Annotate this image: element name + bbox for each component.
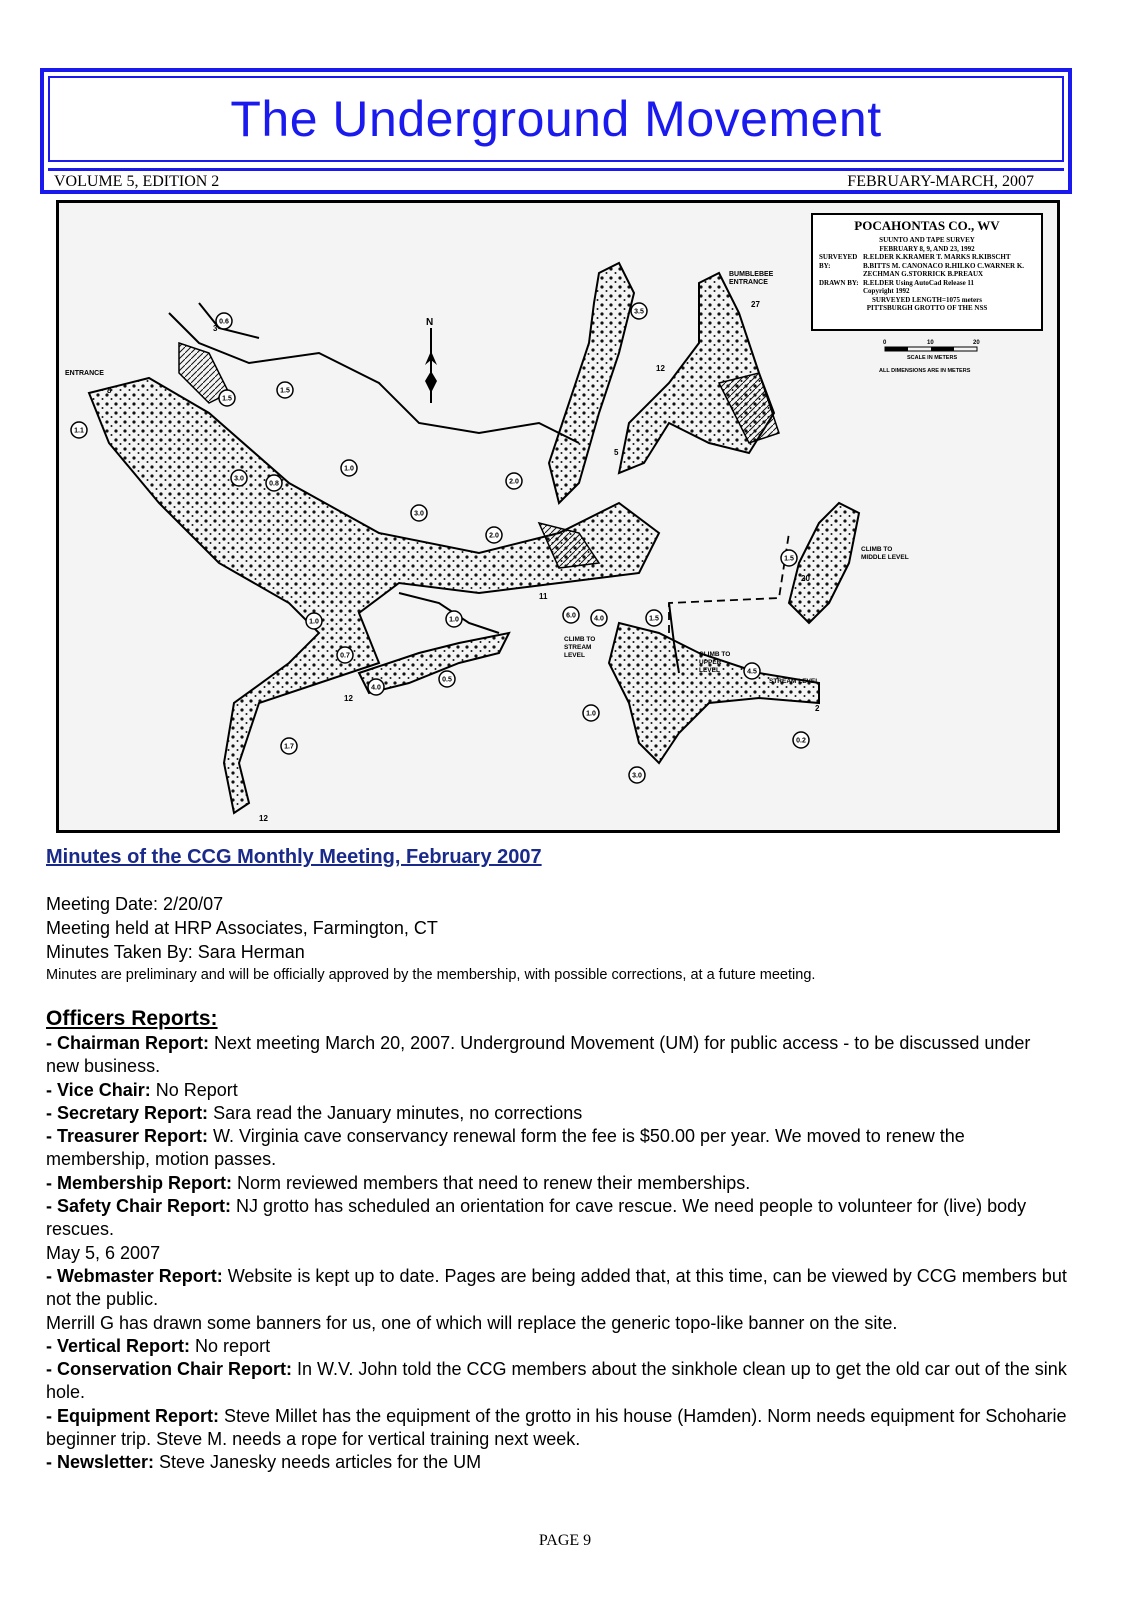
legend-length: SURVEYED LENGTH=1075 meters (872, 295, 982, 304)
height-marker-label: 4.0 (371, 684, 381, 692)
height-marker-label: 1.5 (280, 387, 290, 395)
vice-chair-label: - Vice Chair: (46, 1079, 151, 1100)
webmaster-label: - Webmaster Report: (46, 1265, 223, 1286)
webmaster-text: Website is kept up to date. Pages are being added that, at this time, can be viewed by CCG members but not the public. (46, 1265, 1067, 1310)
title-box (48, 76, 1064, 162)
equipment-text: Steve Millet has the equipment of the grotto in his house (Hamden). Norm needs equipment for Schoharie beginner trip. Steve M. needs a rope for vertical training next week. (46, 1405, 1067, 1450)
legend-survey-type: SUUNTO AND TAPE SURVEY (879, 236, 975, 244)
height-marker (368, 679, 384, 695)
newsletter-label: - Newsletter: (46, 1452, 155, 1473)
height-marker-label: 4.5 (747, 668, 757, 676)
legend-copyright: Copyright 1992 (863, 287, 910, 295)
height-marker (216, 313, 232, 329)
height-marker-label: 2.0 (489, 532, 499, 540)
bumblebee-label: BUMBLEBEE (729, 271, 774, 278)
legend-copyright-row (819, 287, 1035, 296)
membership-label: - Membership Report: (46, 1172, 233, 1193)
safety-report (46, 1195, 1068, 1242)
equipment-label: - Equipment Report: (46, 1405, 219, 1426)
height-marker (446, 611, 462, 627)
vice-chair-text: No Report (150, 1079, 238, 1100)
membership-text: Norm reviewed members that need to renew their memberships. (232, 1172, 751, 1193)
height-marker (306, 613, 322, 629)
height-marker-label: 3.0 (414, 510, 424, 518)
officers-reports (46, 1032, 1068, 1475)
north-label: N (426, 317, 434, 328)
station-number: 8 (107, 386, 112, 395)
climb-stream-label-2: STREAM (564, 644, 592, 651)
height-marker-label: 1.5 (649, 615, 659, 623)
scale-tick-20: 20 (973, 340, 980, 346)
climb-upper-label: CLIMB TO (699, 651, 731, 658)
legend-drawn-by-label: DRAWN BY: (819, 278, 859, 287)
height-marker-label: 3.0 (234, 475, 244, 483)
station-number: 12 (344, 694, 353, 703)
height-marker (793, 732, 809, 748)
minutes-title: Minutes of the CCG Monthly Meeting, February 2007 (46, 846, 542, 868)
minutes-taken-by: Minutes Taken By: Sara Herman (46, 942, 305, 962)
climb-stream-label-3: LEVEL (564, 652, 585, 659)
climb-upper-label-2: UPPER (699, 659, 722, 666)
secretary-report (46, 1102, 1068, 1125)
webmaster-note: Merrill G has drawn some banners for us, one of which will replace the generic topo-like banner on the site. (46, 1312, 898, 1333)
meeting-date: Meeting Date: 2/20/07 (46, 894, 224, 914)
climb-middle-label-2: MIDDLE LEVEL (861, 554, 909, 561)
height-marker (439, 671, 455, 687)
entrance-label: ENTRANCE (65, 370, 104, 377)
height-marker-label: 0.7 (340, 652, 350, 660)
safety-date: May 5, 6 2007 (46, 1242, 161, 1263)
station-number: 12 (656, 364, 665, 373)
height-marker-label: 4.0 (594, 615, 604, 623)
dimensions-note: ALL DIMENSIONS ARE IN METERS (879, 368, 971, 374)
height-marker (71, 422, 87, 438)
station-number: 3 (213, 324, 218, 333)
legend-surveyors: R.ELDER K.KRAMER T. MARKS R.KIBSCHT B.BITTS M. CANONACO R.HILKO C.WARNER K. ZECHMAN G.STORRICK B.PREAUX (863, 253, 1025, 278)
preliminary-note: Minutes are preliminary and will be officially approved by the membership, with possible corrections, at a future meeting. (46, 967, 816, 983)
vertical-report (46, 1335, 1068, 1358)
volume-edition: VOLUME 5, EDITION 2 (54, 173, 220, 190)
scale-label: SCALE IN METERS (907, 355, 958, 361)
page-number: PAGE 9 (538, 1532, 592, 1549)
legend-surveyed-by-label: SURVEYED BY: (819, 253, 858, 270)
masthead (40, 68, 1072, 194)
height-marker (583, 705, 599, 721)
height-marker-label: 1.0 (344, 465, 354, 473)
meeting-meta (46, 892, 1076, 986)
height-marker (486, 527, 502, 543)
chairman-report (46, 1032, 1068, 1079)
height-marker-label: 3.0 (632, 772, 642, 780)
north-arrow (425, 317, 437, 403)
height-marker (744, 663, 760, 679)
conservation-label: - Conservation Chair Report: (46, 1359, 293, 1380)
legend-drawn-row (819, 279, 1035, 288)
legend-survey-dates: FEBRUARY 8, 9, AND 23, 1992 (879, 244, 975, 253)
secretary-label: - Secretary Report: (46, 1102, 209, 1123)
chairman-text: Next meeting March 20, 2007. Underground Movement (UM) for public access - to be discussed under new business. (46, 1033, 1031, 1077)
vertical-text: No report (190, 1335, 271, 1356)
height-marker-label: 0.2 (796, 737, 806, 745)
vice-chair-report (46, 1079, 1068, 1102)
station-number: 11 (539, 592, 548, 601)
webmaster-report (46, 1265, 1068, 1312)
height-marker (266, 475, 282, 491)
height-marker (231, 470, 247, 486)
height-marker-label: 0.6 (219, 318, 229, 326)
height-marker (337, 647, 353, 663)
issue-date: FEBRUARY-MARCH, 2007 (847, 173, 1034, 190)
legend-surveyors-row (819, 253, 1035, 279)
height-marker-label: 1.5 (784, 555, 794, 563)
officers-heading: Officers Reports: (46, 1007, 218, 1030)
height-marker (277, 382, 293, 398)
height-marker (591, 610, 607, 626)
height-marker (563, 607, 579, 623)
membership-report (46, 1172, 1068, 1195)
height-marker (506, 473, 522, 489)
scale-tick-10: 10 (927, 340, 934, 346)
height-marker (341, 460, 357, 476)
treasurer-text: W. Virginia cave conservancy renewal form the fee is $50.00 per year. We moved to renew the membership, motion passes. (46, 1126, 965, 1170)
vertical-label: - Vertical Report: (46, 1335, 191, 1356)
height-marker (631, 303, 647, 319)
height-marker (411, 505, 427, 521)
height-marker (281, 738, 297, 754)
climb-stream-label: CLIMB TO (564, 636, 596, 643)
conservation-report (46, 1358, 1068, 1405)
conservation-text: In W.V. John told the CCG members about the sinkhole clean up to get the old car out of the sink hole. (46, 1359, 1067, 1403)
secretary-text: Sara read the January minutes, no corrections (208, 1102, 583, 1123)
height-marker-label: 1.0 (309, 618, 319, 626)
height-marker-label: 1.7 (284, 743, 294, 751)
safety-text: NJ grotto has scheduled an orientation for cave rescue. We need people to volunteer for (live) body rescues. (46, 1196, 1027, 1240)
height-marker-label: 2.0 (509, 478, 519, 486)
height-marker (781, 550, 797, 566)
safety-label: - Safety Chair Report: (46, 1196, 232, 1217)
volume-line (48, 168, 1064, 193)
station-number: 27 (751, 300, 760, 309)
height-marker (629, 767, 645, 783)
climb-middle-label: CLIMB TO (861, 546, 893, 553)
legend-spacer (819, 287, 863, 296)
height-marker-label: 1.0 (586, 710, 596, 718)
stream-level-label: STREAM LEVEL (769, 678, 820, 685)
scale-bar (879, 336, 1019, 378)
meeting-location: Meeting held at HRP Associates, Farmington, CT (46, 918, 438, 938)
height-marker-label: 0.5 (442, 676, 452, 684)
newsletter-text: Steve Janesky needs articles for the UM (154, 1452, 482, 1473)
height-marker-label: 1.1 (74, 427, 84, 435)
height-marker (219, 390, 235, 406)
height-marker-label: 6.0 (566, 612, 576, 620)
station-number: 2 (815, 704, 820, 713)
legend-grotto: PITTSBURGH GROTTO OF THE NSS (866, 304, 988, 312)
station-number: 12 (259, 814, 268, 823)
height-marker-label: 1.0 (449, 616, 459, 624)
bumblebee-label-2: ENTRANCE (729, 279, 768, 286)
station-number: 20 (801, 574, 810, 583)
legend-title: POCAHONTAS CO., WV (854, 218, 1000, 233)
treasurer-report (46, 1125, 1068, 1172)
climb-upper-label-3: LEVEL (699, 667, 720, 674)
cave-map (56, 200, 1060, 833)
station-number: 5 (614, 448, 619, 457)
height-marker-label: 0.8 (269, 480, 279, 488)
height-marker-label: 3.5 (634, 308, 644, 316)
height-marker-label: 1.5 (222, 395, 232, 403)
newsletter-report (46, 1451, 1068, 1474)
scale-tick-0: 0 (883, 340, 887, 346)
height-marker (646, 610, 662, 626)
equipment-report (46, 1405, 1068, 1452)
legend-drawn-by: R.ELDER Using AutoCad Release 11 (863, 278, 975, 287)
dashed-route (669, 533, 789, 633)
treasurer-label: - Treasurer Report: (46, 1126, 209, 1147)
chairman-label: - Chairman Report: (46, 1033, 210, 1053)
map-legend (811, 213, 1043, 331)
newsletter-title: The Underground Movement (230, 91, 882, 147)
